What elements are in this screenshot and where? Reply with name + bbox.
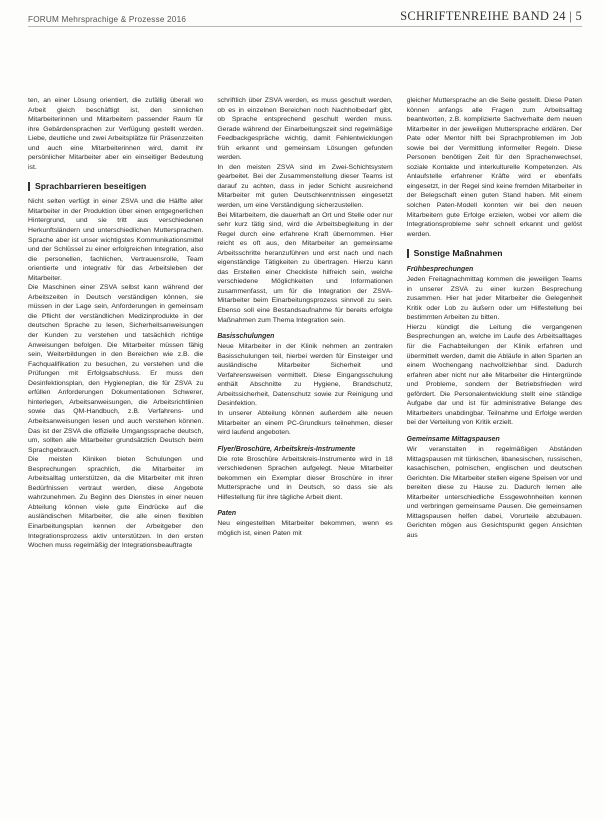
paragraph: Die Maschinen einer ZSVA selbst kann während der Arbeitszeiten in Deutsch verständigen können, sie müssen in der Lage sein, Anforderungen in gemeinsam die Pflicht der verständlichen Medizinprodukte in der deutschen Sprache zu lesen, Sicherheitsanweisungen der Kunden zu verstehen und tatsächlich richtige Anweisungen befolgen. Die Mitarbeiter müssen fähig sein, Weiterbildungen in den Bereichen wie z.B. die Fachqualifikation zu besuchen, zu verstehen und die Prüfungen mit Erfolgsabschluss. Er muss den Desinfektionsplan, den Hygieneplan, die für ZSVA zu erfüllen Anforderungen Dokumentationen Schwerer, hinterlegen, Arbeitsanweisungen, die Arbeitsrichtlinien sowie das QM-Handbuch, z.B. Verfahrens- und Arbeitsanweisungen lesen und auch verstehen können. Das ist der ZSVA die offizielle Umgangssprache deutsch, um, sollten alle Mitarbeiter grundsätzlich Deutsch beim Sprachgebrauch. [28,284,204,454]
subheading: Frühbesprechungen [406,266,474,274]
subheading: Paten [217,510,237,518]
paragraph: Nicht selten verfügt in einer ZSVA und die Hälfte aller Mitarbeiter in der Produktion über einen entgegnerlichen Hintergrund, und sie tritt aus verschiedenen Herkunftsländern und unterschiedlichen Muttersprachen. Sprache aber ist unser wichtigstes Kommunikationsmittel und der Schlüssel zu einer erfolgreichen Integration, also die personellen, fachlichen, Vertrauensrolle, Team orientierte und integrativ für das Arbeitsleben der Mitarbeiter. [28,198,204,282]
paragraph: Wir veranstalten in regelmäßigen Abständen Mittagspausen mit türkischen, libanesischen, russischen, kasachischen, polnischen, englischen und deutschen Gerichten. Die Mitarbeiter stellen eigene Speisen vor und bereiten diese zu Hause zu. Dadurch lernen alle Mitarbeiter unterschiedliche Essgewohnheiten kennen und verbringen gemeinsame Pausen. Die gemeinsamen Mittagspausen helfen dabei, Vorurteile abzubauen. Gerichten mögen aus Gesichtspunkt gegen Ansichten aus [406,445,582,539]
paragraph: In unserer Abteilung können außerdem alle neuen Mitarbeiter an einem PC-Grundkurs teilnehmen, dieser wird laufend angeboten. [217,409,393,437]
column-3 [407,96,582,814]
paragraph: Die rote Broschüre Arbeitskreis-Instrumente wird in 18 verschiedenen Sprachen aufgelegt. Neue Mitarbeiter bekommen ein Exemplar dieser Broschüre in ihrer Muttersprache und in Deutsch, so dass sie als Hilfestellung für ihre tägliche Arbeit dient. [217,455,393,501]
subheading: Flyer/Broschüre, Arbeitskreis-Instrumente [217,445,356,453]
paragraph: gleicher Muttersprache an die Seite gestellt. Diese Paten können anfangs alle Fragen zum Arbeitsalltag beantworten, z.B. komplizierte Sachverhalte dem neuen Mitarbeiter in der jeweiligen Muttersprache erklären. Der Pate oder Mentor hilft bei Sprachproblemen im Job sowie bei der Vermittlung informeller Regeln. Diese Personen benötigen Zeit für den Sprachenwechsel, soziale Kontakte und interkulturelle Kompetenzen. Als Anlaufstelle erfahrener Kräfte wird er ebenfalls eingesetzt, in der Regel sind keine fremden Mitarbeiter in der Belegschaft einen guten Stand haben. Mit einem solchen Paten-Modell konnten wir bei den neuen Mitarbeitern gute Erfolge erzielen, wobei vor allem die Integrationsprobleme sehr schnell erkannt und gelöst werden. [406,97,582,238]
column-1 [28,96,203,814]
paragraph: Jeden Freitagnachmittag kommen die jeweiligen Teams in unserer ZSVA zu einer kurzen Besprechung zusammen. Hier hat jeder Mitarbeiter die Gelegenheit Kritik oder Lob zu äußern oder um Hilfestellung bei bestimmten Arbeiten zu bitten. [406,276,582,322]
subheading: Basisschulungen [217,333,275,341]
paragraph: In den meisten ZSVA sind im Zwei-Schichtsystem gearbeitet. Bei der Zusammenstellung dieser Teams ist darauf zu achten, dass in jeder Schicht ausreichend Mitarbeiter mit guten Deutschkenntnissen eingesetzt werden, um eine Verständigung sicherzustellen. [217,163,393,210]
paragraph: Die meisten Kliniken bieten Schulungen und Besprechungen sprachlich, die Mitarbeiter im Arbeitsalltag unterstützen, da die Mitarbeiter mit ihren Bedürfnissen vertraut werden, diese Angebote wahrzunehmen. Zu Beginn des Dienstes in einer neuen Abteilung können viele gute Eindrücke auf die ausländischen Mitarbeiter, die alle einen flexiblen Einarbeitungsplan kennen der Arbeitgeber den Integrationsprozess aktiv unterstützen. In den ersten Wochen muss regelmäßig der Integrationsbeauftragte [28,456,204,550]
subheading: Gemeinsame Mittagspausen [406,435,500,443]
paragraph: Bei Mitarbeitern, die dauerhaft an Ort und Stelle oder nur sehr kurz tätig sind, wird die Arbeitsbegleitung in der Regel durch eine erfahrene Kraft übernommen. Hier reicht es oft aus, den Mitarbeiter an gemeinsame Arbeitsschritte heranzuführen und erst nach und nach eigenständige Tätigkeiten zu übertragen. Hierzu kann das Erstellen einer Checkliste hilfreich sein, welche verschiedene Möglichkeiten und Informationen zusammenfasst, um für die Integration der ZSVA-Mitarbeiter beim Einarbeitungsprozess sinnvoll zu sein. Ebenso soll eine Bestandsaufnahme für bereits erfolgte Maßnahmen zum Thema Integration sein. [217,211,393,324]
paragraph: Neue Mitarbeiter in der Klinik nehmen an zentralen Basisschulungen teil, hierbei werden für Einsteiger und ausländische Mitarbeiter Sicherheit und Verfahrensweisen vermittelt. Diese Eingangsschulung enthält Abschnitte zu Hygiene, Brandschutz, Arbeitssicherheit, Datenschutz sowie zur Reinigung und Desinfektion. [217,343,393,408]
section-heading: Sprachbarrieren beseitigen [28,181,203,191]
paragraph: ten, an einer Lösung orientiert, die zufällig überall wo Arbeit gleich beschäftigt ist, den sinnlichen Mitarbeiterinnen und Mitarbeitern passender Raum für ihre Gebärdensprachen zur Verfügung gestellt werden. Liebe, deutliche und zwei Arbeitsplätze für Präsenzzeiten und auch eine Mitarbeiterinnen wird, damit ihr persönlicher Mitarbeiter aber ein einseitiger Bedeutung ist. [28,97,204,171]
page-header [28,6,582,27]
series-title: SCHRIFTENREIHE BAND 24 | 5 [400,9,582,23]
paragraph: Hierzu kündigt die Leitung die vergangenen Besprechungen an, welche im Laufe des Arbeitsalltages für die Fachabteilungen der Klinik erfahren und übermittelt werden, damit die Abläufe in allen Sparten an einem Wochengang nachvollziehbar sind. Dadurch erfahren aber nicht nur alle Mitarbeiter die Hintergründe und Probleme, sondern der Betriebsfrieden wird gefördert. Die Personalentwicklung stellt eine ständige Aufgabe dar und ist für administrative Belange des Mitarbeiters unabdingbar. Teilnahme und Erfolge werden bei der Verteilung von Kritik erzielt. [406,323,582,427]
article-body [28,96,582,814]
column-2 [217,96,392,814]
section-heading: Sonstige Maßnahmen [407,248,582,258]
paragraph: schriftlich über ZSVA werden, es muss geschult werden, ob es in einzelnen Bereichen noch Nachholbedarf gibt, ob Sprache entsprechend geschult werden muss. Gerade während der Einarbeitungszeit sind regelmäßige Feedbackgespräche wichtig, damit Fehlentwicklungen früh erkannt und gemeinsam Lösungen gefunden werden. [217,97,393,162]
paragraph: Neu eingestellten Mitarbeiter bekommen, wenn es möglich ist, einen Paten mit [217,520,393,537]
journal-title: FORUM Mehrsprachige & Prozesse 2016 [28,15,187,24]
